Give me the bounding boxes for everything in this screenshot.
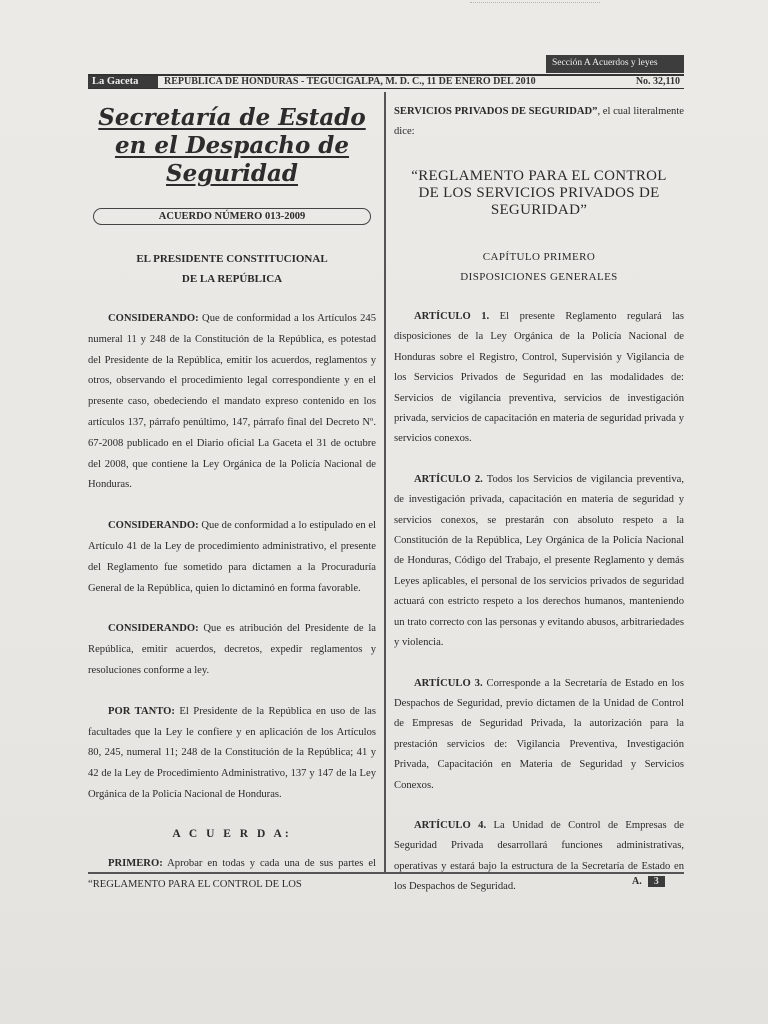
article-text: La Unidad de Control de Empresas de Seguridad Privada desarrollará funciones administrativas, operativas y estará bajo la estructura de la Secretaría de Estado en los Despachos de Seguridad. bbox=[394, 819, 685, 893]
considerando-paragraph bbox=[88, 516, 376, 599]
president-heading-line: EL PRESIDENTE CONSTITUCIONAL bbox=[136, 253, 328, 265]
paragraph-text: Que de conformidad a lo estipulado en el Artículo 41 de la Ley de procedimiento administrativo, el presente del Reglamento fue sometido para dictamen a la Procuraduría General de la República, quien lo dictaminó en forma favorable. bbox=[88, 520, 376, 594]
section-title-line: en el Despacho de bbox=[114, 132, 350, 159]
paragraph-lead: PRIMERO: bbox=[108, 857, 163, 869]
section-title bbox=[88, 104, 376, 188]
section-title-line: Secretaría de Estado bbox=[98, 104, 366, 131]
article-paragraph bbox=[394, 307, 684, 450]
considerando-paragraph bbox=[88, 619, 376, 681]
column-divider bbox=[384, 92, 386, 872]
article-lead: ARTÍCULO 2. bbox=[414, 473, 483, 485]
article-lead: ARTÍCULO 1. bbox=[414, 311, 490, 322]
article-paragraph bbox=[394, 674, 684, 796]
por-tanto-paragraph bbox=[88, 702, 376, 806]
header-title: REPÚBLICA DE HONDURAS - TEGUCIGALPA, M. D. C., 11 DE ENERO DEL 2010 bbox=[164, 76, 536, 87]
page-label: A. bbox=[632, 876, 642, 887]
regulation-title-line: SEGURIDAD” bbox=[490, 202, 588, 218]
right-column bbox=[394, 92, 684, 898]
article-text: Todos los Servicios de vigilancia preventiva, de investigación privada, capacitación en materia de seguridad y servicios conexos, se prestarán con absoluto respeto a la Constitución de la República, Ley Orgánica de la Policía Nacional de Honduras, Código del Trabajo, el presente Reglamento y demás Leyes aplicables, el personal de los servicios privados de seguridad actuará con estricto respeto a los derechos humanos, manteniendo un trato correcto con las personas y evitando abusos, arbitrariedades y violencia. bbox=[394, 473, 684, 649]
president-heading bbox=[88, 249, 376, 289]
regulation-title-line: DE LOS SERVICIOS PRIVADOS DE bbox=[418, 185, 660, 201]
chapter-heading-line: CAPÍTULO PRIMERO bbox=[482, 251, 596, 263]
chapter-heading bbox=[394, 247, 684, 287]
paragraph-lead: CONSIDERANDO: bbox=[108, 623, 199, 635]
paragraph-text: Que de conformidad a los Artículos 245 numeral 11 y 248 de la Constitución de la República, es potestad del Presidente de la República, emitir los acuerdos, reglamentos y otros, observando el procedimiento legal correspondiente y en el presente caso, obedeciendo el mandato expreso contenido en los artículos 137, párrafo penúltimo, 147, párrafo final del Decreto Nº. 67-2008 publicado en el Diario oficial La Gaceta el 31 de octubre del 2008, que contiene la Ley Orgánica de la Policía Nacional de Honduras. bbox=[88, 313, 376, 491]
issue-number: No. 32,110 bbox=[635, 76, 680, 87]
left-column bbox=[88, 92, 376, 895]
regulation-title-line: “REGLAMENTO PARA EL CONTROL bbox=[411, 168, 667, 184]
intro-text: , el cual literalmente dice: bbox=[394, 106, 684, 137]
page-header bbox=[88, 74, 684, 89]
section-tab: Sección A Acuerdos y leyes bbox=[546, 55, 684, 73]
intro-bold: SERVICIOS PRIVADOS DE SEGURIDAD” bbox=[394, 106, 598, 117]
acuerda-heading: A C U E R D A: bbox=[172, 827, 292, 840]
article-paragraph bbox=[394, 470, 684, 654]
chapter-heading-line: DISPOSICIONES GENERALES bbox=[460, 271, 618, 283]
primero-paragraph bbox=[88, 854, 376, 896]
gazette-brand: La Gaceta bbox=[88, 76, 158, 88]
paragraph-lead: POR TANTO: bbox=[108, 705, 175, 717]
regulation-title bbox=[394, 168, 684, 219]
article-text: El presente Reglamento regulará las disposiciones de la Ley Orgánica de la Policía Nacional de Honduras sobre el Registro, Control, Supervisión y Vigilancia de los Servicios Privados de Seguridad en las modalidades de: Servicios de vigilancia preventiva, servicios de investigación privada, servicios de capacitación en materia de seguridad privada y servicios conexos. bbox=[394, 311, 684, 445]
article-lead: ARTÍCULO 4. bbox=[414, 819, 487, 831]
acuerdo-number-badge: ACUERDO NÚMERO 013-2009 bbox=[93, 208, 371, 225]
paragraph-lead: CONSIDERANDO: bbox=[108, 520, 199, 532]
paragraph-text: Aprobar en todas y cada una de sus partes el “REGLAMENTO PARA EL CONTROL DE LOS bbox=[88, 857, 376, 890]
page-number bbox=[632, 876, 665, 887]
president-heading-line: DE LA REPÚBLICA bbox=[181, 273, 283, 285]
continuation-intro bbox=[394, 102, 684, 142]
scan-artifact bbox=[470, 2, 600, 8]
paragraph-lead: CONSIDERANDO: bbox=[108, 313, 199, 324]
page-number-value: 3 bbox=[648, 876, 665, 887]
paragraph-text: El Presidente de la República en uso de las facultades que la Ley le confiere y en aplicación de los Artículos 80, 245, numeral 11; 248 de la Constitución de la República; 41 y 42 de la Ley de Procedimiento Administrativo, 137 y 147 de la Ley Orgánica de la Policía Nacional de Honduras. bbox=[88, 705, 376, 800]
article-text: Corresponde a la Secretaría de Estado en los Despachos de Seguridad, previo dictamen de la Unidad de Control de Empresas de Seguridad Privada, la autorización para la prestación servicios de: Vigilancia Preventiva, Investigación Privada, Capacitación en Materia de Seguridad y Servicios Conexos. bbox=[394, 677, 684, 791]
paragraph-text: Que es atribución del Presidente de la República, emitir acuerdos, decretos, expedir reglamentos y resoluciones conforme a ley. bbox=[88, 623, 376, 676]
article-lead: ARTÍCULO 3. bbox=[414, 677, 483, 689]
section-title-line: Seguridad bbox=[166, 160, 298, 187]
considerando-paragraph bbox=[88, 309, 376, 496]
